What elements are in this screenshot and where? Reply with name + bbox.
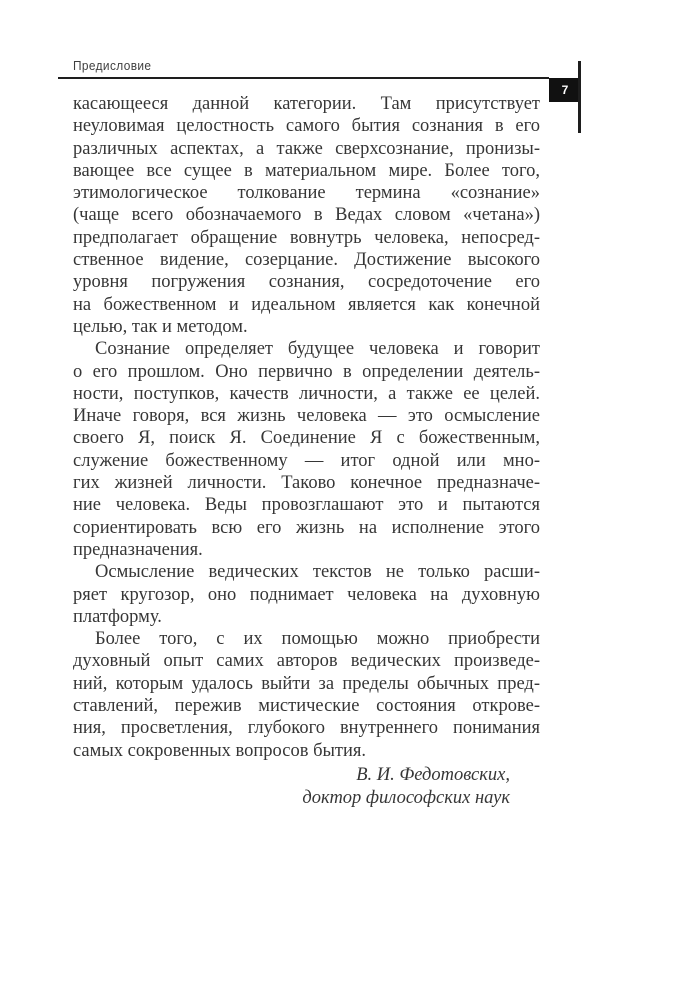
text-line: на божественном и идеальном является как конечной	[73, 294, 540, 315]
text-line: духовный опыт самих авторов ведических произведе-	[73, 651, 540, 672]
text-line: служение божественному — итог одной или мно-	[73, 450, 540, 471]
text-line: предназначения.	[73, 539, 203, 560]
text-line: Сознание определяет будущее человека и говорит	[95, 339, 540, 360]
body-text	[73, 93, 540, 762]
text-line: о его прошлом. Оно первично в определении деятель-	[73, 361, 540, 382]
text-line: различных аспектах, а также сверхсознание, пронизы-	[73, 138, 540, 159]
edge-vertical-line	[578, 61, 581, 133]
text-line: предполагает обращение вовнутрь человека, непосред-	[73, 227, 540, 248]
text-line: касающееся данной категории. Там присутствует	[73, 94, 540, 114]
text-line: ственное видение, созерцание. Достижение высокого	[73, 250, 540, 271]
text-line: ряет кругозор, оно поднимает человека на духовную	[73, 584, 540, 605]
signature-name: В. И. Федотовских,	[356, 765, 510, 785]
text-line: ставлений, пережив мистические состояния открове-	[73, 696, 540, 717]
text-line: неуловимая целостность самого бытия сознания в его	[73, 116, 540, 137]
text-line: сориентировать всю его жизнь на исполнение этого	[73, 517, 540, 538]
text-line: ния, просветления, глубокого внутреннего понимания	[73, 718, 540, 739]
text-line: Более того, с их помощью можно приобрести	[95, 629, 540, 650]
signature-title: доктор философских наук	[302, 787, 510, 808]
text-line: Иначе говоря, вся жизнь человека — это осмысление	[73, 406, 540, 427]
text-line: ние человека. Веды провозглашают это и пытаются	[73, 495, 540, 516]
text-line: Осмысление ведических текстов не только расши-	[95, 562, 540, 583]
page-number-badge	[549, 78, 581, 102]
text-line: этимологическое толкование термина «сознание»	[73, 183, 540, 204]
text-line: вающее все сущее в материальном мире. Более того,	[73, 160, 540, 181]
text-line: платформу.	[73, 606, 162, 627]
text-line: ности, поступков, качеств личности, а также ее целей.	[73, 383, 540, 404]
text-line: самых сокровенных вопросов бытия.	[73, 740, 367, 761]
header-rule	[58, 77, 549, 79]
running-title: Предисловие	[73, 59, 152, 73]
signature-block	[73, 764, 540, 809]
text-line: (чаще всего обозначаемого в Ведах словом «четана»)	[73, 205, 540, 226]
text-line: своего Я, поиск Я. Соединение Я с божественным,	[73, 428, 540, 449]
text-line: гих жизней личности. Таково конечное предназначе-	[73, 473, 540, 494]
text-line: уровня погружения сознания, сосредоточение его	[73, 272, 540, 293]
text-line: ний, которым удалось выйти за пределы обычных пред-	[73, 673, 540, 694]
text-line: целью, так и методом.	[73, 316, 248, 337]
page-number: 7	[561, 83, 569, 97]
